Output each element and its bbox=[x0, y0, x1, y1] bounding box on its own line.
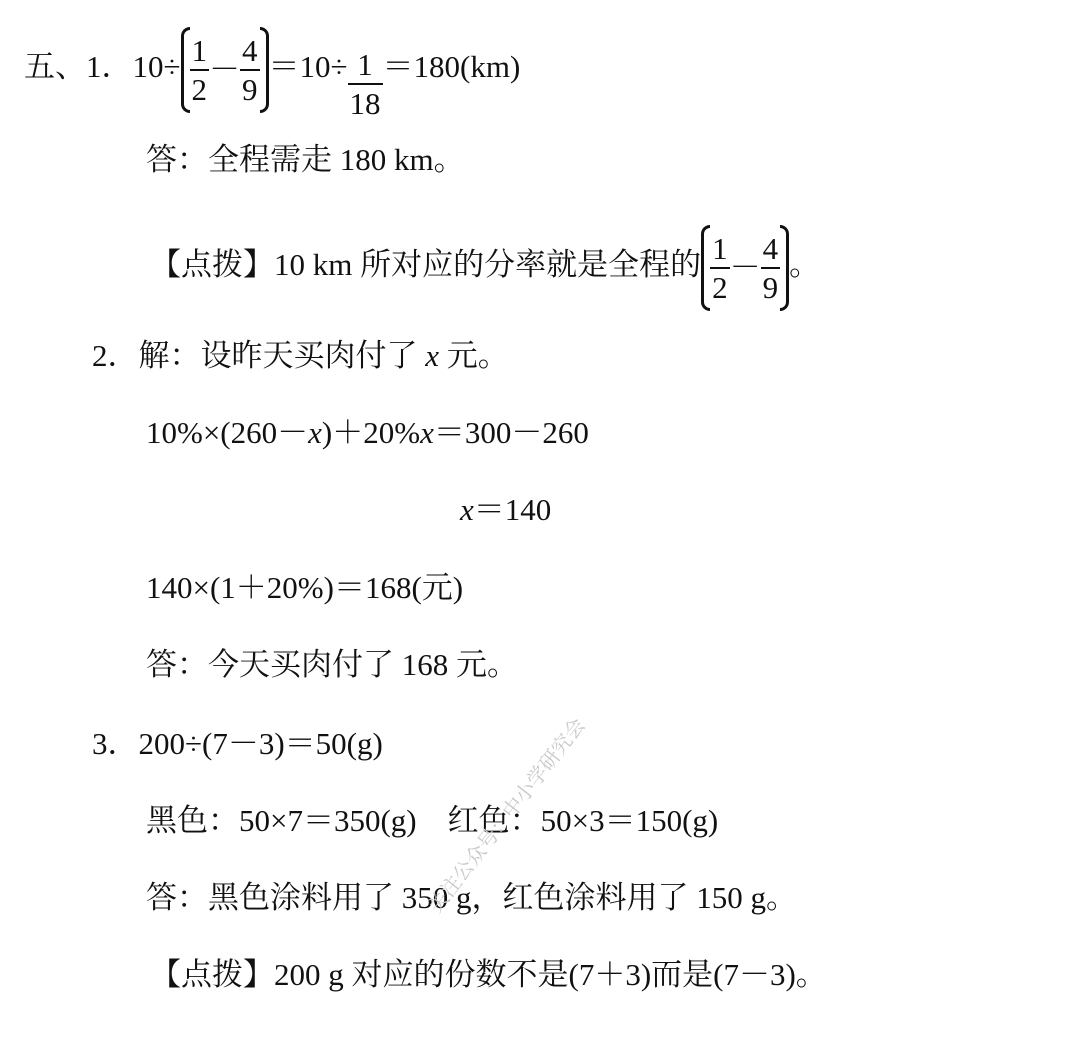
q1-label: 五、1． bbox=[24, 49, 133, 84]
hint-left-bracket bbox=[701, 225, 710, 311]
fraction-1-18: $\frac{1}{18}$ bbox=[349, 46, 381, 121]
q3-calc: 3．200÷(7－3)＝50(g) bbox=[92, 726, 383, 761]
q1-answer: 答：全程需走 180 km。 bbox=[146, 142, 465, 177]
hint-right-bracket bbox=[780, 225, 789, 311]
q2-solution: x＝140 bbox=[460, 492, 552, 527]
q3-hint: 【点拨】200 g 对应的份数不是(7＋3)而是(7－3)。 bbox=[150, 957, 827, 992]
fraction-1-2: $\frac{1}{2}$ bbox=[191, 32, 208, 107]
q1-equation bbox=[24, 22, 521, 121]
hint-fraction-1-2: $\frac{1}{2}$ bbox=[712, 230, 728, 305]
q1-result: ＝180(km) bbox=[382, 49, 521, 84]
q1-hint-end: 。 bbox=[789, 247, 821, 282]
q2-answer: 答：今天买肉付了 168 元。 bbox=[146, 647, 518, 682]
right-bracket bbox=[260, 27, 269, 113]
q1-hint-text: 【点拨】10 km 所对应的分率就是全程的 bbox=[150, 247, 702, 282]
q3-colors: 黑色：50×7＝350(g) 红色：50×3＝150(g) bbox=[146, 803, 719, 838]
q2-setup: 2．解：设昨天买肉付了 x 元。 bbox=[92, 338, 509, 373]
q1-hint bbox=[150, 220, 820, 310]
q2-calc: 140×(1＋20%)＝168(元) bbox=[146, 570, 464, 605]
q3-answer: 答：黑色涂料用了 350 g，红色涂料用了 150 g。 bbox=[146, 880, 797, 915]
minus-sign: － bbox=[209, 51, 241, 87]
q1-lhs: 10÷ bbox=[132, 49, 181, 84]
hint-minus-sign: － bbox=[729, 249, 761, 285]
q1-eq: ＝10÷ bbox=[268, 49, 348, 84]
watermark: 关注公众号：中小学研究会 bbox=[423, 713, 590, 918]
left-bracket bbox=[181, 27, 190, 113]
fraction-4-9: $\frac{4}{9}$ bbox=[242, 32, 258, 107]
q1-paren-group bbox=[181, 25, 269, 115]
q2-equation: 10%×(260－x)＋20%x＝300－260 bbox=[146, 415, 589, 450]
variable-x: x bbox=[425, 338, 440, 373]
hint-fraction-4-9: $\frac{4}{9}$ bbox=[762, 230, 779, 305]
hint-paren-group bbox=[701, 223, 789, 313]
